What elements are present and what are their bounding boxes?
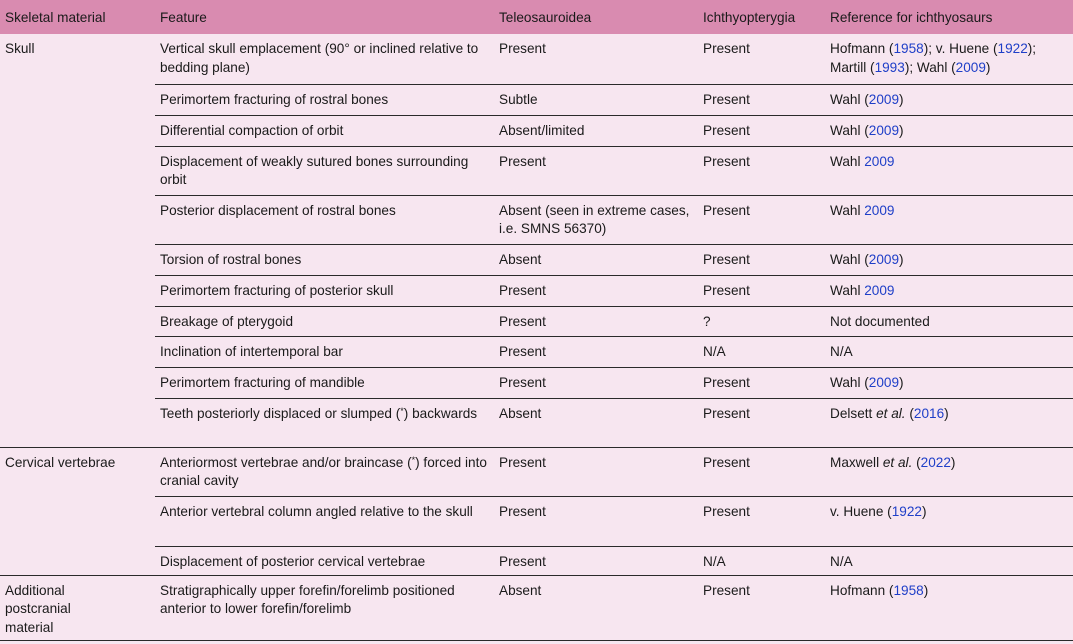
feature-cell: Stratigraphically upper forefin/forelimb positioned anterior to lower forefin/forelimb [155,575,494,640]
reference-year-link[interactable]: 2009 [868,91,900,107]
reference-year-link[interactable]: 1993 [874,59,905,75]
table-row [0,336,1073,367]
ichthyopterygia-cell: Present [698,575,825,640]
table-row [0,195,1073,244]
ichthyopterygia-cell: Present [698,115,825,146]
feature-cell: Posterior displacement of rostral bones [155,195,494,244]
table-row [0,34,1073,84]
teleosauroidea-cell: Present [494,146,698,195]
teleosauroidea-cell: Present [499,41,546,56]
ichthyopterygia-cell: Present [698,146,825,195]
reference-year-link[interactable]: 2009 [864,202,895,218]
teleosauroidea-cell: Present [494,336,698,367]
teleosauroidea-cell: Absent [494,244,698,275]
feature-cell: Perimortem fracturing of rostral bones [155,84,494,115]
ichthyopterygia-cell: Present [698,244,825,275]
ichthyopterygia-cell: Present [703,41,750,56]
teleosauroidea-cell: Present [494,306,698,336]
reference-year-link[interactable]: 1958 [893,41,924,56]
header-feature: Feature [160,9,207,25]
header-reference: Reference for ichthyosaurs [830,9,993,25]
feature-cell: Anteriormost vertebrae and/or braincase (*) forced into cranial cavity [155,447,494,496]
table-row [0,367,1073,398]
reference-cell: Wahl 2009 [825,275,1073,306]
group-cervical-vertebrae: Cervical vertebrae [0,447,155,575]
feature-cell: Vertical skull emplacement (90° or inclined relative to bedding plane) [160,41,479,75]
group-skull: Skull [5,41,35,56]
feature-cell: Breakage of pterygoid [155,306,494,336]
reference-cell: Not documented [825,306,1073,336]
reference-cell: Wahl 2009 [825,195,1073,244]
table-row [0,496,1073,546]
table-row [0,146,1073,195]
teleosauroidea-cell: Subtle [494,84,698,115]
feature-cell: Anterior vertebral column angled relative to the skull [155,496,494,546]
ichthyopterygia-cell: N/A [698,546,825,575]
header-row [0,0,1073,34]
feature-cell: Teeth posteriorly displaced or slumped (*) backwards [155,398,494,447]
asterisk-mark: * [400,405,404,416]
reference-cell: Maxwell et al. (2022) [825,447,1073,496]
ichthyopterygia-cell: N/A [698,336,825,367]
reference-year-link[interactable]: 2016 [913,405,945,421]
table-row [0,398,1073,447]
feature-cell: Perimortem fracturing of mandible [155,367,494,398]
group-additional-postcranial: Additional postcranial material [0,575,155,640]
reference-year-link[interactable]: 2009 [864,282,895,298]
teleosauroidea-cell: Present [494,367,698,398]
reference-cell: N/A [825,546,1073,575]
feature-cell: Displacement of posterior cervical vertebrae [155,546,494,575]
reference-cell: Wahl 2009 [825,146,1073,195]
teleosauroidea-cell: Absent [494,575,698,640]
reference-year-link[interactable]: 2009 [868,122,900,138]
et-al-text: et al. [882,454,913,470]
reference-cell: Wahl (2009) [825,244,1073,275]
reference-cell: Delsett et al. (2016) [825,398,1073,447]
header-skeletal-material: Skeletal material [5,9,106,25]
header-teleosauroidea: Teleosauroidea [499,9,592,25]
reference-year-link[interactable]: 1922 [891,503,922,519]
feature-cell: Torsion of rostral bones [155,244,494,275]
ichthyopterygia-cell: Present [698,275,825,306]
table-row [0,306,1073,336]
reference-year-link[interactable]: 2009 [955,59,986,75]
reference-year-link[interactable]: 2022 [920,454,951,470]
ichthyopterygia-cell: Present [698,367,825,398]
feature-cell: Perimortem fracturing of posterior skull [155,275,494,306]
header-ichthyopterygia: Ichthyopterygia [703,9,796,25]
reference-year-link[interactable]: 1922 [997,41,1028,56]
feature-cell: Displacement of weakly sutured bones surrounding orbit [155,146,494,195]
teleosauroidea-cell: Present [494,546,698,575]
reference-year-link[interactable]: 2009 [868,251,900,267]
ichthyopterygia-cell: Present [698,496,825,546]
table-row [0,84,1073,115]
table-row [0,275,1073,306]
reference-cell: Hofmann (1958); v. Huene (1922); Martill (1993); Wahl (2009) [830,41,1037,75]
et-al-text: et al. [876,405,906,421]
reference-cell: Wahl (2009) [825,367,1073,398]
feature-cell: Inclination of intertemporal bar [155,336,494,367]
asterisk-mark: * [411,454,416,465]
reference-cell: v. Huene (1922) [825,496,1073,546]
ichthyopterygia-cell: Present [698,398,825,447]
teleosauroidea-cell: Present [494,496,698,546]
table-row [0,546,1073,575]
ichthyopterygia-cell: Present [698,84,825,115]
teleosauroidea-cell: Absent (seen in extreme cases, i.e. SMNS 56370) [494,195,698,244]
ichthyopterygia-cell: ? [698,306,825,336]
teleosauroidea-cell: Absent/limited [494,115,698,146]
feature-cell: Differential compaction of orbit [155,115,494,146]
ichthyopterygia-cell: Present [698,447,825,496]
table-row [0,575,1073,640]
table-row [0,115,1073,146]
teleosauroidea-cell: Present [494,447,698,496]
table-row [0,244,1073,275]
reference-year-link[interactable]: 2009 [868,374,900,390]
reference-cell: N/A [825,336,1073,367]
teleosauroidea-cell: Absent [494,398,698,447]
reference-cell: Wahl (2009) [825,84,1073,115]
reference-cell: Hofmann (1958) [825,575,1073,640]
ichthyopterygia-cell: Present [698,195,825,244]
reference-year-link[interactable]: 2009 [864,153,895,169]
table-row [0,447,1073,496]
reference-cell: Wahl (2009) [825,115,1073,146]
reference-year-link[interactable]: 1958 [893,582,924,598]
teleosauroidea-cell: Present [494,275,698,306]
